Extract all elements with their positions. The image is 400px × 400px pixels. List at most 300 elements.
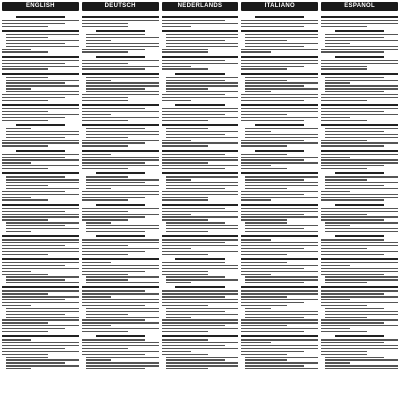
body-text-line (241, 325, 287, 326)
bullet-text-line (166, 222, 225, 223)
body-text-line (321, 20, 398, 21)
body-text-line (321, 120, 367, 121)
bullet-text-line (166, 359, 225, 360)
body-text-line (82, 342, 159, 343)
section-heading (96, 56, 145, 58)
body-text-line (82, 239, 159, 240)
language-header-deutsch: DEUTSCH (82, 2, 159, 11)
body-text-line (241, 219, 287, 220)
body-text-line (2, 348, 65, 349)
column-espanol (321, 2, 398, 400)
bullet-text-line (166, 179, 191, 180)
bullet-text-line (325, 77, 384, 78)
body-text-line (241, 251, 318, 252)
body-text-line (321, 274, 384, 275)
body-text-line (162, 239, 239, 240)
bullet-text-line (6, 128, 31, 129)
body-text-line (2, 60, 79, 61)
bullet-text-line (325, 82, 350, 83)
language-header-english: ENGLISH (2, 2, 79, 11)
body-text-line (82, 290, 145, 291)
body-text-line (2, 339, 31, 340)
body-text-line (241, 199, 270, 200)
body-text-line (321, 219, 384, 220)
bullet-text-line (6, 359, 79, 360)
section-heading (96, 30, 145, 32)
body-text-line (2, 199, 48, 200)
body-text-line (241, 305, 287, 306)
body-text-line (82, 271, 145, 272)
body-text-line (82, 219, 128, 220)
body-text-line (2, 197, 31, 198)
bullet-text-line (6, 311, 79, 312)
bullet-text-line (166, 91, 239, 92)
bullet-text-line (86, 362, 159, 363)
body-text-line (321, 197, 398, 198)
body-text-line (2, 216, 79, 217)
section-heading (321, 104, 398, 106)
bullet-text-line (86, 77, 159, 78)
body-text-line (162, 140, 191, 141)
bullet-text-line (86, 188, 111, 189)
bullet-text-line (6, 282, 79, 283)
body-text-line (321, 114, 398, 115)
section-heading (162, 235, 239, 237)
body-text-line (82, 242, 159, 243)
body-text-line (82, 339, 145, 340)
section-heading (96, 204, 145, 206)
body-text-line (241, 328, 318, 329)
body-text-line (321, 342, 384, 343)
section-heading (321, 73, 398, 75)
bullet-text-line (245, 222, 287, 223)
bullet-text-line (166, 228, 239, 229)
bullet-text-line (325, 128, 398, 129)
body-text-line (82, 199, 128, 200)
body-text-line (241, 319, 318, 320)
body-text-line (2, 194, 79, 195)
body-text-line (82, 49, 145, 50)
body-text-line (162, 216, 239, 217)
bullet-text-line (325, 228, 398, 229)
text-body-italiano (241, 13, 318, 400)
body-text-line (321, 117, 350, 118)
body-text-line (82, 302, 159, 303)
bullet-text-line (6, 137, 65, 138)
body-text-line (2, 208, 79, 209)
body-text-line (241, 165, 270, 166)
bullet-text-line (166, 134, 225, 135)
body-text-line (2, 214, 79, 215)
body-text-line (82, 159, 159, 160)
body-text-line (321, 154, 398, 155)
body-text-line (2, 168, 48, 169)
body-text-line (82, 208, 159, 209)
body-text-line (162, 351, 191, 352)
body-text-line (162, 265, 239, 266)
section-heading (255, 16, 304, 18)
bullet-text-line (325, 137, 398, 138)
bullet-text-line (166, 88, 208, 89)
bullet-text-line (166, 85, 239, 86)
body-text-line (241, 162, 318, 163)
body-text-line (82, 305, 145, 306)
body-text-line (321, 145, 384, 146)
bullet-text-line (325, 34, 398, 35)
body-text-line (241, 111, 318, 112)
body-text-line (162, 159, 239, 160)
body-text-line (162, 157, 239, 158)
body-text-line (82, 351, 159, 352)
body-text-line (241, 299, 318, 300)
body-text-line (82, 348, 128, 349)
body-text-line (2, 20, 79, 21)
bullet-text-line (86, 225, 159, 226)
bullet-text-line (86, 228, 159, 229)
section-heading (2, 104, 79, 106)
body-text-line (241, 142, 318, 143)
body-text-line (321, 251, 398, 252)
body-text-line (321, 348, 398, 349)
body-text-line (2, 68, 48, 69)
body-text-line (241, 108, 318, 109)
bullet-text-line (325, 362, 350, 363)
body-text-line (241, 342, 270, 343)
body-text-line (241, 114, 287, 115)
body-text-line (321, 214, 367, 215)
body-text-line (162, 111, 239, 112)
body-text-line (162, 117, 239, 118)
body-text-line (2, 293, 48, 294)
body-text-line (321, 239, 384, 240)
bullet-text-line (325, 37, 384, 38)
bullet-text-line (166, 77, 239, 78)
bullet-text-line (245, 228, 304, 229)
bullet-text-line (166, 43, 239, 44)
body-text-line (321, 339, 398, 340)
body-text-line (2, 322, 48, 323)
body-text-line (2, 159, 79, 160)
body-text-line (82, 194, 159, 195)
body-text-line (321, 194, 398, 195)
body-text-line (2, 248, 79, 249)
section-heading (255, 150, 304, 152)
bullet-text-line (245, 80, 287, 81)
body-text-line (82, 345, 159, 346)
bullet-text-line (166, 311, 225, 312)
body-text-line (241, 345, 318, 346)
bullet-text-line (245, 317, 304, 318)
text-body-english (2, 13, 79, 400)
body-text-line (321, 108, 398, 109)
section-heading (241, 235, 318, 237)
section-heading (321, 16, 398, 18)
body-text-line (82, 142, 145, 143)
body-text-line (241, 348, 318, 349)
bullet-text-line (86, 368, 145, 369)
bullet-text-line (6, 308, 79, 309)
section-heading (2, 30, 79, 32)
body-text-line (2, 354, 48, 355)
bullet-text-line (245, 77, 318, 78)
body-text-line (321, 216, 398, 217)
bullet-text-line (86, 91, 159, 92)
body-text-line (321, 51, 384, 52)
body-text-line (2, 219, 48, 220)
body-text-line (162, 199, 208, 200)
bullet-text-line (6, 82, 65, 83)
body-text-line (241, 242, 318, 243)
body-text-line (82, 216, 145, 217)
bullet-text-line (245, 231, 318, 232)
body-text-line (321, 162, 398, 163)
bullet-text-line (245, 359, 287, 360)
body-text-line (241, 322, 318, 323)
body-text-line (321, 268, 398, 269)
body-text-line (162, 120, 208, 121)
bullet-text-line (86, 179, 159, 180)
bullet-text-line (325, 182, 398, 183)
body-text-line (82, 165, 159, 166)
body-text-line (82, 296, 111, 297)
column-deutsch (82, 2, 159, 400)
body-text-line (2, 290, 79, 291)
body-text-line (321, 305, 367, 306)
bullet-text-line (166, 279, 239, 280)
section-heading (162, 204, 239, 206)
body-text-line (241, 214, 304, 215)
bullet-text-line (245, 368, 318, 369)
bullet-text-line (86, 80, 111, 81)
body-text-line (162, 299, 239, 300)
body-text-line (241, 197, 318, 198)
bullet-text-line (6, 179, 79, 180)
body-text-line (321, 296, 398, 297)
body-text-line (162, 194, 239, 195)
bullet-text-line (245, 85, 304, 86)
bullet-text-line (245, 34, 318, 35)
section-heading (2, 172, 79, 174)
body-text-line (321, 293, 384, 294)
body-text-line (321, 94, 398, 95)
section-heading (321, 258, 398, 260)
body-text-line (241, 51, 270, 52)
body-text-line (2, 242, 79, 243)
bullet-text-line (245, 279, 318, 280)
bullet-text-line (245, 82, 318, 83)
body-text-line (82, 251, 145, 252)
body-text-line (82, 108, 145, 109)
body-text-line (2, 162, 31, 163)
bullet-text-line (325, 85, 398, 86)
body-text-line (162, 325, 225, 326)
body-text-line (82, 68, 145, 69)
section-heading (162, 150, 239, 152)
bullet-text-line (325, 222, 398, 223)
bullet-text-line (6, 368, 31, 369)
bullet-text-line (325, 357, 384, 358)
bullet-text-line (86, 82, 159, 83)
body-text-line (241, 216, 318, 217)
bullet-text-line (245, 37, 318, 38)
body-text-line (2, 26, 48, 27)
body-text-line (2, 251, 79, 252)
body-text-line (82, 162, 145, 163)
bullet-text-line (245, 128, 318, 129)
body-text-line (241, 60, 318, 61)
bullet-text-line (166, 357, 239, 358)
section-heading (241, 30, 318, 32)
body-text-line (2, 211, 65, 212)
body-text-line (82, 325, 111, 326)
body-text-line (2, 305, 31, 306)
body-text-line (162, 248, 191, 249)
bullet-text-line (6, 88, 31, 89)
section-heading (2, 286, 79, 288)
body-text-line (162, 208, 225, 209)
body-text-line (321, 345, 398, 346)
section-heading (82, 16, 159, 18)
bullet-text-line (245, 311, 318, 312)
body-text-line (2, 262, 79, 263)
body-text-line (162, 331, 208, 332)
bullet-text-line (325, 134, 398, 135)
section-heading (162, 335, 239, 337)
body-text-line (2, 51, 48, 52)
bullet-text-line (166, 362, 239, 363)
bullet-text-line (6, 314, 65, 315)
bullet-text-line (6, 43, 65, 44)
bullet-text-line (245, 88, 318, 89)
section-heading (335, 204, 384, 206)
bullet-text-line (86, 43, 159, 44)
body-text-line (162, 319, 239, 320)
body-text-line (241, 63, 318, 64)
body-text-line (321, 66, 367, 67)
bullet-text-line (6, 225, 65, 226)
section-heading (16, 150, 65, 152)
bullet-text-line (245, 176, 318, 177)
body-text-line (82, 66, 159, 67)
text-body-deutsch (82, 13, 159, 400)
bullet-text-line (86, 131, 159, 132)
bullet-text-line (86, 357, 159, 358)
body-text-line (321, 351, 367, 352)
bullet-text-line (6, 40, 79, 41)
bullet-text-line (6, 188, 79, 189)
column-nederlands (162, 2, 239, 400)
body-text-line (241, 245, 318, 246)
bullet-text-line (325, 225, 350, 226)
section-heading (241, 73, 318, 75)
body-text-line (162, 168, 225, 169)
bullet-text-line (166, 131, 239, 132)
section-heading (321, 286, 398, 288)
body-text-line (82, 245, 128, 246)
bullet-text-line (245, 185, 318, 186)
body-text-line (321, 111, 384, 112)
body-text-line (2, 117, 65, 118)
body-text-line (82, 322, 159, 323)
body-text-line (162, 26, 191, 27)
bullet-text-line (86, 128, 145, 129)
body-text-line (241, 331, 304, 332)
body-text-line (162, 251, 239, 252)
bullet-text-line (325, 185, 384, 186)
body-text-line (2, 296, 79, 297)
body-text-line (162, 211, 239, 212)
body-text-line (321, 331, 367, 332)
section-heading (241, 286, 318, 288)
body-text-line (162, 162, 208, 163)
bullet-text-line (6, 362, 65, 363)
section-heading (241, 204, 318, 206)
body-text-line (82, 211, 128, 212)
body-text-line (2, 274, 48, 275)
body-text-line (241, 211, 318, 212)
bullet-text-line (166, 82, 239, 83)
body-text-line (162, 348, 239, 349)
body-text-line (2, 66, 79, 67)
body-text-line (82, 157, 159, 158)
body-text-line (82, 191, 159, 192)
body-text-line (241, 120, 304, 121)
bullet-text-line (166, 317, 191, 318)
bullet-text-line (86, 279, 128, 280)
body-text-line (321, 168, 367, 169)
bullet-text-line (166, 34, 239, 35)
body-text-line (2, 157, 65, 158)
bullet-text-line (6, 34, 79, 35)
body-text-line (162, 165, 239, 166)
bullet-text-line (86, 182, 145, 183)
bullet-text-line (86, 88, 145, 89)
body-text-line (162, 268, 239, 269)
body-text-line (241, 351, 304, 352)
body-text-line (241, 274, 270, 275)
body-text-line (321, 354, 367, 355)
body-text-line (162, 142, 239, 143)
bullet-text-line (166, 225, 239, 226)
bullet-text-line (245, 314, 318, 315)
body-text-line (321, 100, 367, 101)
body-text-line (321, 211, 398, 212)
bullet-text-line (325, 311, 398, 312)
body-text-line (2, 302, 79, 303)
body-text-line (2, 271, 31, 272)
section-heading (96, 335, 145, 337)
bullet-text-line (166, 176, 239, 177)
body-text-line (82, 354, 145, 355)
body-text-line (2, 254, 48, 255)
bullet-text-line (166, 276, 225, 277)
body-text-line (321, 191, 350, 192)
body-text-line (82, 120, 128, 121)
bullet-text-line (245, 188, 287, 189)
bullet-text-line (166, 308, 239, 309)
bullet-text-line (325, 231, 398, 232)
body-text-line (321, 199, 384, 200)
section-heading (82, 124, 159, 126)
bullet-text-line (245, 137, 318, 138)
body-text-line (2, 111, 48, 112)
section-heading (96, 172, 145, 174)
body-text-line (241, 100, 304, 101)
body-text-line (321, 208, 398, 209)
bullet-text-line (6, 85, 79, 86)
bullet-text-line (6, 37, 48, 38)
bullet-text-line (166, 185, 239, 186)
